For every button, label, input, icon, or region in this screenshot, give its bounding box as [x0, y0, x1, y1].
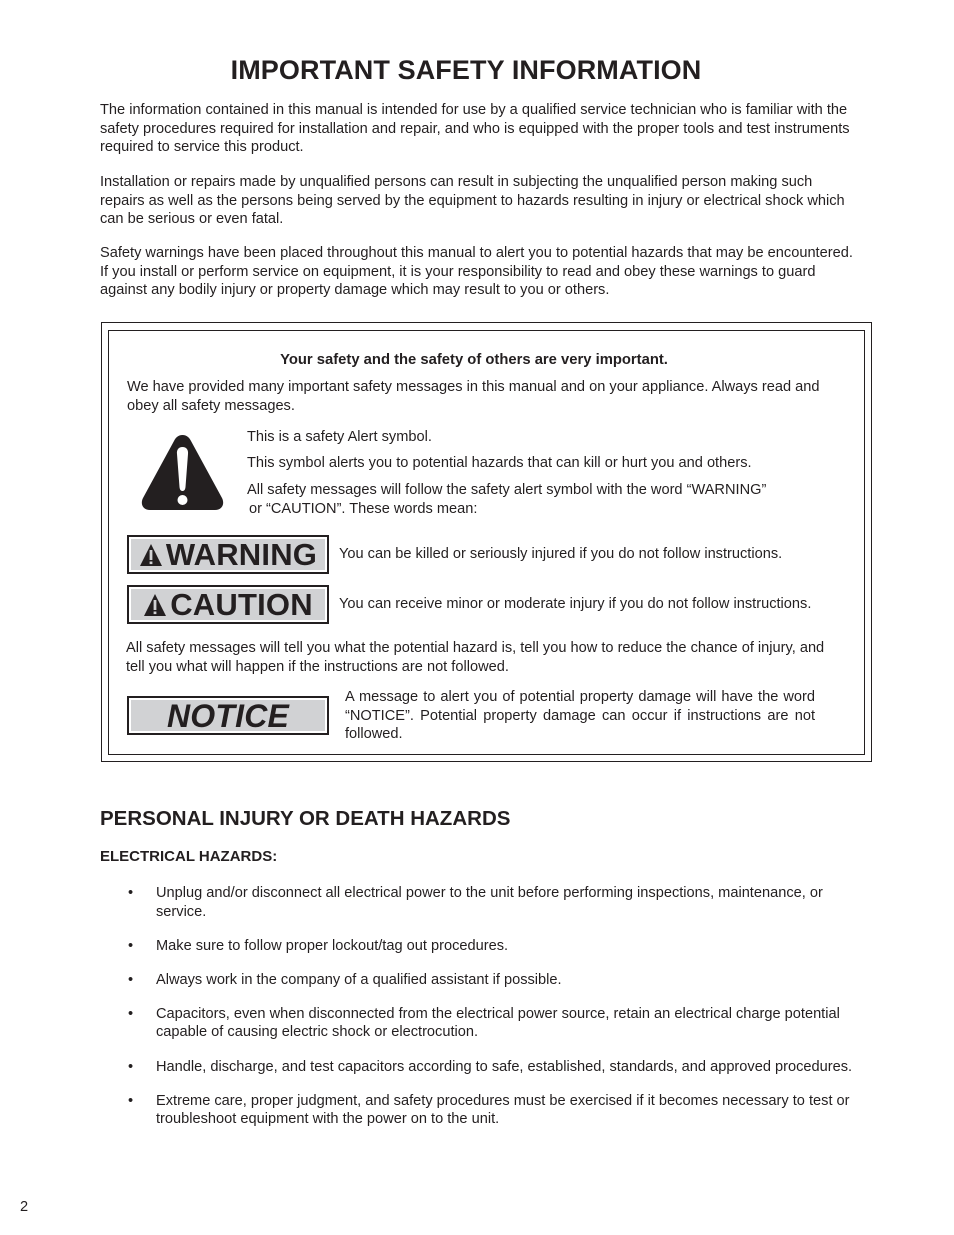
intro-paragraph: The information contained in this manual is intended for use by a qualified service technician who is familiar with the safety procedures required for installation and repair, and who is equipped with the proper tools and test instruments required to service this product. [100, 102, 850, 156]
caution-triangle-icon [143, 593, 167, 617]
bullet-icon: • [128, 885, 134, 901]
alert-line-part: All safety messages will follow the safety alert symbol with the word “WARNING” [247, 482, 767, 498]
bullet-icon: • [128, 1058, 134, 1075]
intro-paragraph: Installation or repairs made by unqualified persons can result in subjecting the unqualified person making such repairs as well as the persons being served by the equipment to hazards resulting in injury or electrical shock which can be serious or even fatal. [100, 174, 845, 228]
warning-description: You can be killed or seriously injured if you do not follow instructions. [339, 546, 783, 562]
list-item-text: Make sure to follow proper lockout/tag out procedures. [156, 937, 509, 954]
warning-label: WARNING [165, 537, 318, 572]
alert-line-part: or “CAUTION”. These words mean: [249, 500, 478, 517]
notice-signal-word [127, 696, 329, 735]
safety-alert-icon [140, 432, 225, 512]
list-item-text: Capacitors, even when disconnected from the electrical power source, retain an electrical charge potential capable of causing electric shock or electrocution. [156, 1005, 840, 1041]
safety-box-heading: Your safety and the safety of others are very important. [280, 352, 668, 368]
notice-description: A message to alert you of potential property damage will have the word “NOTICE”. Potential property damage can occur if instructions are not followed. [345, 689, 815, 743]
caution-signal-word [127, 585, 329, 624]
page-number: 2 [20, 1199, 29, 1215]
warning-signal-word [127, 535, 329, 574]
list-item [100, 884, 860, 921]
list-item [100, 971, 860, 990]
section-subheading: ELECTRICAL HAZARDS: [100, 848, 278, 865]
list-item-text: Unplug and/or disconnect all electrical power to the unit before performing inspections, maintenance, or service. [156, 885, 823, 920]
page-title: IMPORTANT SAFETY INFORMATION [230, 55, 702, 85]
caution-label: CAUTION [170, 587, 313, 622]
list-item-text: Handle, discharge, and test capacitors according to safe, established, standards, and approved procedures. [156, 1058, 853, 1075]
notice-label: NOTICE [166, 697, 290, 734]
list-item [100, 1058, 860, 1077]
list-item-text: Extreme care, proper judgment, and safety procedures must be exercised if it becomes necessary to test or troubleshoot equipment with the power on to the unit. [156, 1092, 850, 1128]
warning-triangle-icon [139, 543, 163, 567]
alert-symbol-text [247, 481, 812, 518]
safety-messages-note: All safety messages will tell you what the potential hazard is, tell you how to reduce the chance of injury, and tell you what will happen if the instructions are not followed. [126, 640, 825, 675]
bullet-icon: • [128, 1092, 134, 1109]
alert-symbol-text: This is a safety Alert symbol. [247, 429, 432, 445]
list-item [100, 937, 860, 956]
intro-paragraph: Safety warnings have been placed throughout this manual to alert you to potential hazards that may be encountered. If you install or perform service on equipment, it is your responsibility to read and obey these warnings to guard against any bodily injury or property damage which may result to you or others. [100, 245, 853, 299]
bullet-icon: • [128, 971, 134, 988]
caution-description: You can receive minor or moderate injury if you do not follow instructions. [339, 596, 812, 612]
alert-symbol-text: This symbol alerts you to potential hazards that can kill or hurt you and others. [247, 455, 752, 471]
electrical-hazards-list [100, 884, 860, 1144]
list-item-text: Always work in the company of a qualified assistant if possible. [156, 971, 562, 988]
section-heading: PERSONAL INJURY OR DEATH HAZARDS [100, 807, 511, 830]
bullet-icon: • [128, 937, 134, 954]
list-item [100, 1005, 860, 1042]
safety-box-intro: We have provided many important safety messages in this manual and on your appliance. Always read and obey all safety messages. [127, 379, 820, 414]
list-item [100, 1092, 860, 1129]
bullet-icon: • [128, 1005, 134, 1022]
